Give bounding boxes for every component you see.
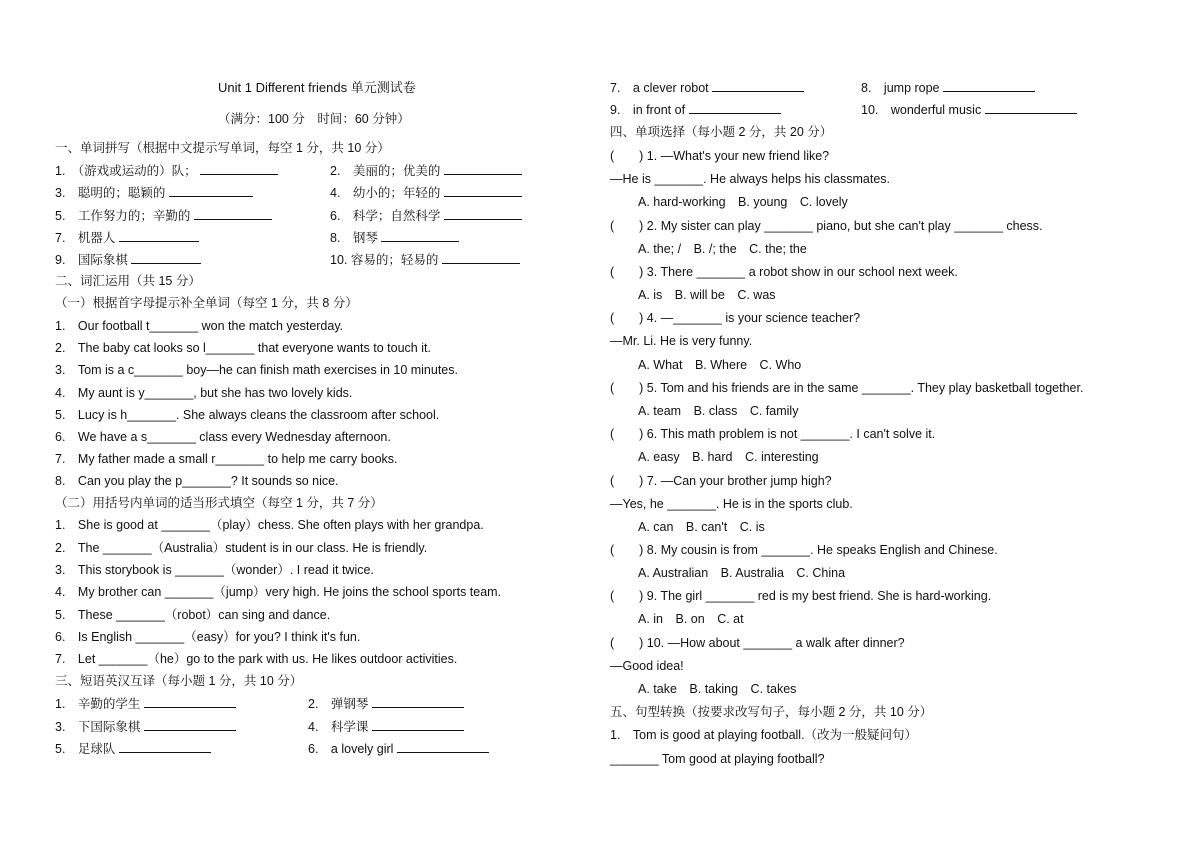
form-item: 6. Is English _______（easy）for you? I think it's fun.	[55, 630, 361, 644]
vocab-item: 3. 聪明的；聪颖的	[55, 184, 253, 201]
fill-item: 6. We have a s_______ class every Wednesday afternoon.	[55, 430, 391, 444]
fill-item: 7. My father made a small r_______ to help me carry books.	[55, 452, 398, 466]
fill-item: 2. The baby cat looks so l_______ that everyone wants to touch it.	[55, 341, 431, 355]
mc-options: A. take B. taking C. takes	[638, 682, 797, 696]
answer-blank[interactable]	[943, 79, 1035, 92]
answer-blank[interactable]	[144, 718, 236, 731]
form-item: 5. These _______（robot）can sing and dance.	[55, 608, 331, 622]
phrase-item: 6. a lovely girl	[308, 740, 489, 757]
phrase-item: 10. wonderful music	[861, 101, 1077, 118]
section2-sub2-heading: （二）用括号内单词的适当形式填空（每空 1 分，共 7 分）	[55, 496, 383, 510]
mc-question: —Yes, he _______. He is in the sports club.	[610, 497, 853, 511]
vocab-item: 6. 科学；自然科学	[330, 207, 522, 224]
vocab-item: 8. 钢琴	[330, 229, 459, 246]
phrase-item: 7. a clever robot	[610, 79, 804, 96]
mc-question: —He is _______. He always helps his classmates.	[610, 172, 890, 186]
section1-heading: 一、单词拼写（根据中文提示写单词，每空 1 分，共 10 分）	[55, 141, 390, 155]
mc-options: A. easy B. hard C. interesting	[638, 450, 819, 464]
form-item: 1. She is good at _______（play）chess. She often plays with her grandpa.	[55, 518, 484, 532]
mc-options: A. the; / B. /; the C. the; the	[638, 242, 807, 256]
answer-blank[interactable]	[689, 101, 781, 114]
phrase-item: 2. 弹钢琴	[308, 695, 464, 712]
mc-question: ( ) 1. —What's your new friend like?	[610, 149, 830, 163]
section4-heading: 四、单项选择（每小题 2 分，共 20 分）	[610, 125, 833, 139]
vocab-item: 4. 幼小的；年轻的	[330, 184, 522, 201]
answer-blank[interactable]	[444, 184, 522, 197]
answer-blank[interactable]	[119, 229, 199, 242]
answer-blank[interactable]	[144, 695, 236, 708]
mc-question: ( ) 8. My cousin is from _______. He speaks English and Chinese.	[610, 543, 998, 557]
fill-item: 5. Lucy is h_______. She always cleans the classroom after school.	[55, 408, 440, 422]
answer-blank[interactable]	[381, 229, 459, 242]
phrase-item: 4. 科学课	[308, 718, 464, 735]
mc-options: A. in B. on C. at	[638, 612, 744, 626]
mc-question: ( ) 9. The girl _______ red is my best friend. She is hard-working.	[610, 589, 992, 603]
answer-blank[interactable]	[397, 740, 489, 753]
vocab-item: 5. 工作努力的；辛勤的	[55, 207, 272, 224]
mc-options: A. hard-working B. young C. lovely	[638, 195, 848, 209]
transform-question: 1. Tom is good at playing football.（改为一般疑问句）	[610, 728, 918, 742]
vocab-item: 9. 国际象棋	[55, 251, 201, 268]
mc-question: —Good idea!	[610, 659, 684, 673]
answer-blank[interactable]	[372, 718, 464, 731]
mc-question: ( ) 3. There _______ a robot show in our school next week.	[610, 265, 958, 279]
phrase-item: 3. 下国际象棋	[55, 718, 236, 735]
answer-blank[interactable]	[444, 162, 522, 175]
section3-heading: 三、短语英汉互译（每小题 1 分，共 10 分）	[55, 674, 303, 688]
answer-blank[interactable]	[444, 207, 522, 220]
fill-item: 8. Can you play the p_______? It sounds so nice.	[55, 474, 339, 488]
mc-options: A. team B. class C. family	[638, 404, 799, 418]
fill-item: 4. My aunt is y_______, but she has two lovely kids.	[55, 386, 353, 400]
mc-question: ( ) 5. Tom and his friends are in the same _______. They play basketball together.	[610, 381, 1084, 395]
phrase-item: 5. 足球队	[55, 740, 211, 757]
mc-options: A. Australian B. Australia C. China	[638, 566, 846, 580]
vocab-item: 7. 机器人	[55, 229, 199, 246]
vocab-item: 10. 容易的；轻易的	[330, 251, 520, 268]
fill-item: 1. Our football t_______ won the match yesterday.	[55, 319, 344, 333]
answer-blank[interactable]	[442, 251, 520, 264]
section2-sub1-heading: （一）根据首字母提示补全单词（每空 1 分，共 8 分）	[55, 296, 358, 310]
form-item: 4. My brother can _______（jump）very high. He joins the school sports team.	[55, 585, 502, 599]
answer-blank[interactable]	[712, 79, 804, 92]
mc-question: ( ) 2. My sister can play _______ piano, but she can't play _______ chess.	[610, 219, 1043, 233]
answer-blank[interactable]	[200, 162, 278, 175]
form-item: 7. Let _______（he）go to the park with us. He likes outdoor activities.	[55, 652, 458, 666]
answer-blank[interactable]	[131, 251, 201, 264]
phrase-item: 8. jump rope	[861, 79, 1035, 96]
section5-heading: 五、句型转换（按要求改写句子，每小题 2 分，共 10 分）	[610, 705, 933, 719]
page-title: Unit 1 Different friends 单元测试卷	[218, 80, 416, 95]
mc-question: ( ) 6. This math problem is not _______. I can't solve it.	[610, 427, 936, 441]
section2-heading: 二、词汇运用（共 15 分）	[55, 274, 201, 288]
answer-blank[interactable]	[169, 184, 253, 197]
form-item: 3. This storybook is _______（wonder）. I read it twice.	[55, 563, 374, 577]
mc-options: A. can B. can't C. is	[638, 520, 765, 534]
mc-question: —Mr. Li. He is very funny.	[610, 334, 753, 348]
phrase-item: 9. in front of	[610, 101, 781, 118]
mc-options: A. is B. will be C. was	[638, 288, 776, 302]
phrase-item: 1. 辛勤的学生	[55, 695, 236, 712]
exam-info: （满分：100 分 时间：60 分钟）	[218, 112, 410, 126]
answer-blank[interactable]	[372, 695, 464, 708]
answer-blank[interactable]	[119, 740, 211, 753]
fill-item: 3. Tom is a c_______ boy—he can finish math exercises in 10 minutes.	[55, 363, 458, 377]
mc-options: A. What B. Where C. Who	[638, 358, 802, 372]
transform-answer: _______ Tom good at playing football?	[610, 752, 825, 766]
form-item: 2. The _______（Australia）student is in our class. He is friendly.	[55, 541, 428, 555]
answer-blank[interactable]	[985, 101, 1077, 114]
mc-question: ( ) 4. —_______ is your science teacher?	[610, 311, 861, 325]
vocab-item: 2. 美丽的；优美的	[330, 162, 522, 179]
vocab-item: 1. （游戏或运动的）队；	[55, 162, 278, 179]
mc-question: ( ) 10. —How about _______ a walk after dinner?	[610, 636, 905, 650]
mc-question: ( ) 7. —Can your brother jump high?	[610, 474, 832, 488]
answer-blank[interactable]	[194, 207, 272, 220]
